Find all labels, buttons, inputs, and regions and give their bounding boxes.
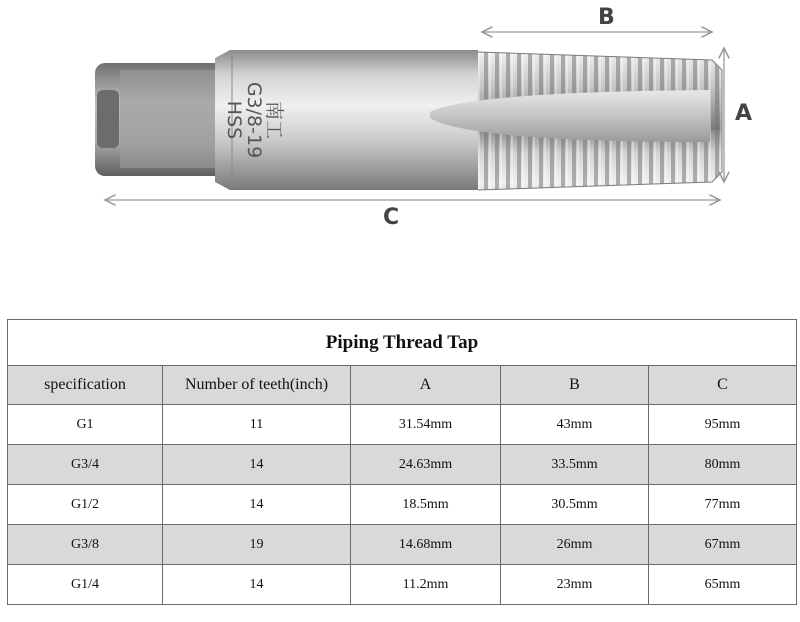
cell-c: 80mm xyxy=(649,445,797,485)
tap-brand-mark: 南工 xyxy=(263,100,285,140)
table-row xyxy=(8,485,797,525)
column-header-c: C xyxy=(649,366,797,405)
cell-specification: G1 xyxy=(8,405,163,445)
column-header-specification: specification xyxy=(8,366,163,405)
cell-c: 95mm xyxy=(649,405,797,445)
cell-c: 77mm xyxy=(649,485,797,525)
cell-a: 11.2mm xyxy=(351,565,501,605)
table-row xyxy=(8,445,797,485)
cell-b: 43mm xyxy=(501,405,649,445)
spec-table xyxy=(7,319,797,605)
table-title: Piping Thread Tap xyxy=(8,320,797,366)
column-header-b: B xyxy=(501,366,649,405)
cell-b: 30.5mm xyxy=(501,485,649,525)
dimension-label-a: A xyxy=(735,101,753,126)
cell-b: 33.5mm xyxy=(501,445,649,485)
cell-teeth: 14 xyxy=(163,565,351,605)
cell-a: 18.5mm xyxy=(351,485,501,525)
cell-a: 24.63mm xyxy=(351,445,501,485)
cell-a: 14.68mm xyxy=(351,525,501,565)
column-header-teeth: Number of teeth(inch) xyxy=(163,366,351,405)
cell-b: 26mm xyxy=(501,525,649,565)
dimension-label-c: C xyxy=(383,205,400,230)
table-row xyxy=(8,405,797,445)
cell-a: 31.54mm xyxy=(351,405,501,445)
cell-teeth: 19 xyxy=(163,525,351,565)
tap-diagram xyxy=(0,0,800,260)
table-row xyxy=(8,525,797,565)
table-row xyxy=(8,565,797,605)
tap-material-mark: HSS xyxy=(223,100,245,140)
cell-c: 65mm xyxy=(649,565,797,605)
cell-c: 67mm xyxy=(649,525,797,565)
cell-teeth: 14 xyxy=(163,485,351,525)
cell-b: 23mm xyxy=(501,565,649,605)
cell-specification: G1/2 xyxy=(8,485,163,525)
dimension-label-b: B xyxy=(598,5,615,30)
table-header-row xyxy=(8,366,797,405)
column-header-a: A xyxy=(351,366,501,405)
cell-specification: G3/8 xyxy=(8,525,163,565)
tap-square-drive xyxy=(95,63,225,176)
cell-specification: G3/4 xyxy=(8,445,163,485)
cell-teeth: 11 xyxy=(163,405,351,445)
cell-teeth: 14 xyxy=(163,445,351,485)
cell-specification: G1/4 xyxy=(8,565,163,605)
tap-size-mark: G3/8-19 xyxy=(243,81,265,159)
